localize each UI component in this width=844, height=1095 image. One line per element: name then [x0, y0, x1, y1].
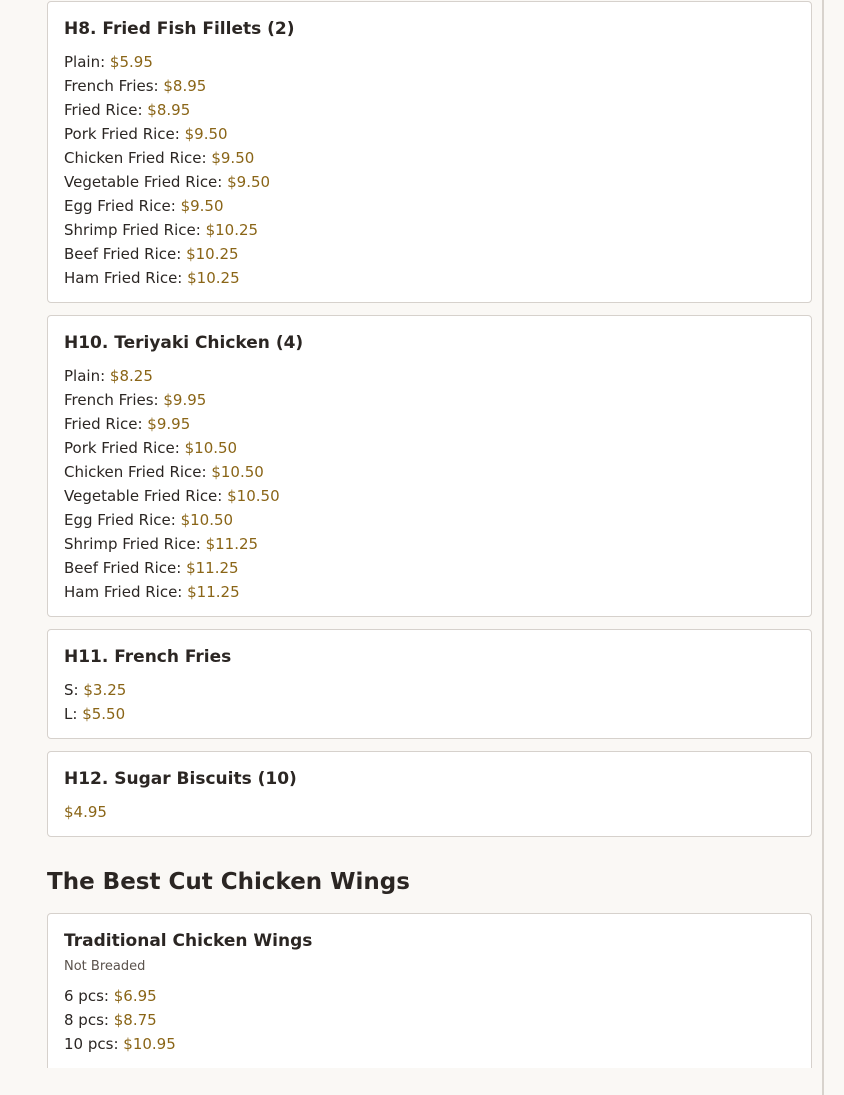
menu-content	[47, 1, 812, 1080]
menu-item-card	[47, 629, 812, 739]
item-note: Not Breaded	[64, 959, 146, 974]
option-price: $8.95	[163, 77, 207, 95]
option-label: 8 pcs:	[64, 1011, 109, 1029]
menu-item-card	[47, 913, 812, 1068]
price-line	[64, 242, 795, 266]
option-label: Fried Rice:	[64, 415, 143, 433]
price-line	[64, 266, 795, 290]
option-label: Pork Fried Rice:	[64, 439, 180, 457]
option-label: Shrimp Fried Rice:	[64, 221, 201, 239]
price-line	[64, 460, 795, 484]
price-line	[64, 984, 795, 1008]
option-price: $10.50	[227, 487, 280, 505]
menu-item-title: H11. French Fries	[64, 647, 232, 667]
price-line	[64, 532, 795, 556]
option-price: $9.95	[147, 415, 191, 433]
option-price: $9.50	[184, 125, 228, 143]
price-line	[64, 1032, 795, 1056]
menu-item-card	[47, 751, 812, 837]
menu-item-title: Traditional Chicken Wings	[64, 931, 313, 951]
price-line	[64, 412, 795, 436]
price-line	[64, 74, 795, 98]
price-line	[64, 580, 795, 604]
option-label: Fried Rice:	[64, 101, 143, 119]
option-price: $11.25	[186, 559, 239, 577]
menu-item-title: H10. Teriyaki Chicken (4)	[64, 333, 304, 353]
price-line	[64, 122, 795, 146]
option-label: Egg Fried Rice:	[64, 197, 176, 215]
option-price: $8.25	[109, 367, 153, 385]
option-label: Pork Fried Rice:	[64, 125, 180, 143]
price-line	[64, 678, 795, 702]
menu-item-title: H12. Sugar Biscuits (10)	[64, 769, 297, 789]
price-line	[64, 508, 795, 532]
menu-item-title: H8. Fried Fish Fillets (2)	[64, 19, 295, 39]
option-price: $10.95	[123, 1035, 176, 1053]
option-price: $8.75	[113, 1011, 157, 1029]
option-label: 6 pcs:	[64, 987, 109, 1005]
price-line	[64, 1008, 795, 1032]
option-price: $9.50	[227, 173, 271, 191]
price-line	[64, 388, 795, 412]
option-label: Shrimp Fried Rice:	[64, 535, 201, 553]
option-price: $9.50	[180, 197, 224, 215]
option-price: $10.50	[211, 463, 264, 481]
option-price: $11.25	[205, 535, 259, 553]
option-price: $3.25	[83, 681, 127, 699]
option-price: $10.50	[180, 511, 234, 529]
price-line	[64, 556, 795, 580]
option-label: Plain:	[64, 367, 106, 385]
option-label: Ham Fried Rice:	[64, 269, 183, 287]
option-label: Vegetable Fried Rice:	[64, 487, 223, 505]
option-price: $10.25	[186, 245, 239, 263]
price-line	[64, 364, 795, 388]
option-label: French Fries:	[64, 391, 159, 409]
option-price: $11.25	[187, 583, 240, 601]
option-label: 10 pcs:	[64, 1035, 119, 1053]
section-title: The Best Cut Chicken Wings	[47, 869, 410, 895]
option-price: $10.25	[205, 221, 259, 239]
option-label: Chicken Fried Rice:	[64, 463, 207, 481]
price-line	[64, 800, 795, 824]
price-line	[64, 170, 795, 194]
option-label: Beef Fried Rice:	[64, 245, 182, 263]
price-line	[64, 194, 795, 218]
option-label: Chicken Fried Rice:	[64, 149, 207, 167]
menu-item-card	[47, 315, 812, 617]
option-price: $9.50	[211, 149, 255, 167]
option-label: L:	[64, 705, 78, 723]
price-line	[64, 218, 795, 242]
price-line	[64, 484, 795, 508]
option-label: Ham Fried Rice:	[64, 583, 183, 601]
option-price: $4.95	[64, 803, 107, 821]
page-right-border	[822, 0, 824, 1095]
menu-item-card	[47, 1, 812, 303]
option-price: $6.95	[113, 987, 157, 1005]
price-line	[64, 98, 795, 122]
option-label: Plain:	[64, 53, 106, 71]
option-label: French Fries:	[64, 77, 159, 95]
option-price: $10.25	[187, 269, 240, 287]
price-line	[64, 436, 795, 460]
option-price: $8.95	[147, 101, 191, 119]
option-price: $9.95	[163, 391, 207, 409]
option-label: Beef Fried Rice:	[64, 559, 182, 577]
option-price: $5.95	[109, 53, 153, 71]
price-line	[64, 50, 795, 74]
option-price: $5.50	[82, 705, 126, 723]
option-label: S:	[64, 681, 79, 699]
price-line	[64, 702, 795, 726]
price-line	[64, 146, 795, 170]
option-price: $10.50	[184, 439, 238, 457]
option-label: Vegetable Fried Rice:	[64, 173, 223, 191]
option-label: Egg Fried Rice:	[64, 511, 176, 529]
